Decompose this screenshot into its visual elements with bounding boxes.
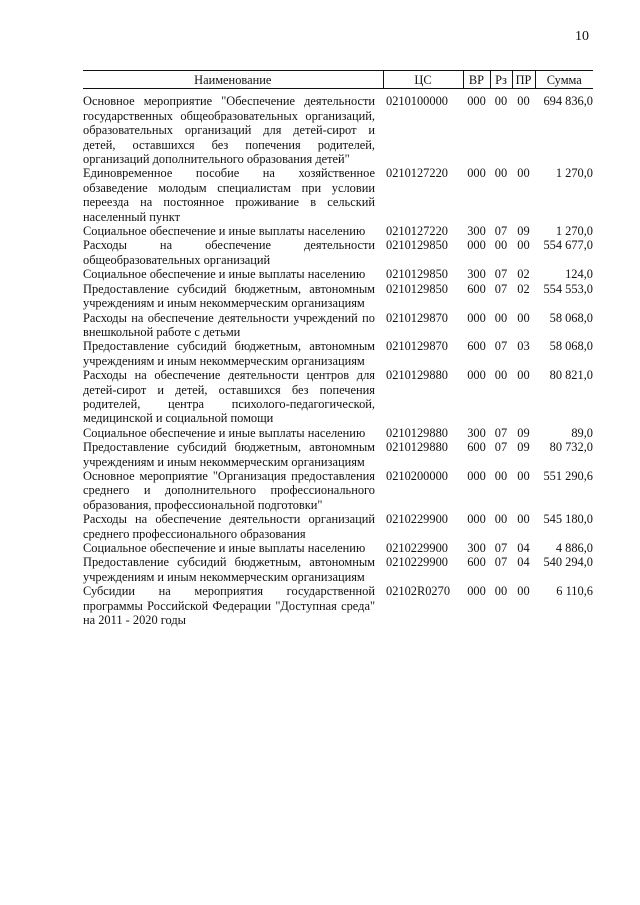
table-row (83, 512, 593, 541)
table-row (83, 541, 593, 555)
row-sum: 551 290,6 (543, 468, 593, 483)
row-sum: 554 553,0 (543, 281, 593, 296)
row-cs: 0210229900 (386, 512, 448, 527)
header-row (83, 71, 593, 89)
page-number: 10 (575, 29, 589, 44)
row-name: Социальное обеспечение и иные выплаты населению (83, 267, 366, 282)
row-name: Социальное обеспечение и иные выплаты населению (83, 425, 366, 440)
row-pr: 09 (517, 224, 530, 239)
header-rz: Рз (490, 71, 512, 89)
row-pr: 00 (517, 368, 530, 383)
row-rz: 07 (494, 339, 508, 354)
row-pr: 00 (517, 468, 530, 483)
table-row (83, 238, 593, 267)
row-name: Субсидии на мероприятия государственной программы Российской Федерации "Доступная среда" на 2011 - 2020 годы (83, 584, 375, 628)
row-cs: 0210129880 (386, 425, 448, 440)
row-name: Расходы на обеспечение деятельности организаций среднего профессионального образования (83, 512, 375, 541)
row-vr: 300 (467, 224, 486, 239)
row-cs: 0210129850 (386, 281, 448, 296)
row-sum: 1 270,0 (555, 224, 593, 239)
row-sum: 694 836,0 (543, 94, 593, 109)
row-vr: 000 (467, 166, 486, 181)
row-pr: 00 (517, 166, 530, 181)
header-name: Наименование (83, 71, 383, 89)
row-name: Основное мероприятие "Организация предоставления среднего и дополнительного профессионального образования, профессиональной подготовки" (83, 468, 375, 512)
row-pr: 04 (517, 541, 530, 555)
row-pr: 00 (517, 584, 530, 599)
row-rz: 07 (494, 267, 508, 282)
row-name: Предоставление субсидий бюджетным, автономным учреждениям и иным некоммерческим организациям (83, 440, 375, 469)
row-sum: 4 886,0 (555, 541, 593, 555)
row-cs: 0210129850 (386, 267, 448, 282)
row-rz: 00 (494, 238, 508, 253)
table-row (83, 339, 593, 368)
row-sum: 6 110,6 (556, 584, 593, 599)
table-row (83, 89, 593, 167)
row-sum: 540 294,0 (543, 555, 593, 570)
row-sum: 58 068,0 (549, 339, 593, 354)
row-name: Единовременное пособие на хозяйственное обзаведение молодым специалистам при условии переезда на постоянное проживание в сельский населенный пункт (83, 166, 375, 224)
row-vr: 000 (467, 468, 486, 483)
table-body (83, 89, 593, 628)
row-pr: 00 (517, 310, 530, 325)
row-name: Основное мероприятие "Обеспечение деятельности государственных общеобразовательных организаций, образовательных организаций для детей-сирот и детей, оставшихся без попечения родителей, организаций дополнительного образования детей" (83, 94, 375, 167)
row-rz: 00 (494, 94, 508, 109)
row-vr: 000 (467, 310, 486, 325)
header-vr: ВР (463, 71, 490, 89)
row-cs: 0210129880 (386, 440, 448, 455)
row-rz: 07 (494, 440, 508, 455)
row-rz: 07 (494, 541, 508, 555)
table-row (83, 469, 593, 512)
row-rz: 00 (494, 468, 508, 483)
table-row (83, 311, 593, 340)
row-cs: 0210129880 (386, 368, 448, 383)
row-vr: 300 (467, 541, 486, 555)
table-row (83, 426, 593, 440)
row-sum: 554 677,0 (543, 238, 593, 253)
row-pr: 00 (517, 512, 530, 527)
row-pr: 02 (517, 267, 530, 282)
row-name: Предоставление субсидий бюджетным, автономным учреждениям и иным некоммерческим организациям (83, 339, 375, 368)
row-sum: 545 180,0 (543, 512, 593, 527)
table-row (83, 166, 593, 224)
row-sum: 1 270,0 (555, 166, 593, 181)
row-vr: 600 (467, 440, 486, 455)
row-name: Предоставление субсидий бюджетным, автономным учреждениям и иным некоммерческим организациям (83, 555, 375, 584)
row-pr: 09 (517, 425, 530, 440)
row-vr: 000 (467, 238, 486, 253)
row-pr: 03 (517, 339, 530, 354)
row-cs: 0210129870 (386, 310, 448, 325)
row-cs: 0210127220 (386, 166, 448, 181)
row-vr: 300 (467, 425, 486, 440)
row-rz: 07 (494, 224, 508, 239)
row-cs: 0210129870 (386, 339, 448, 354)
header-cs: ЦС (383, 71, 463, 89)
row-rz: 07 (494, 555, 508, 570)
row-vr: 600 (467, 339, 486, 354)
row-rz: 00 (494, 368, 508, 383)
header-pr: ПР (512, 71, 535, 89)
row-cs: 0210229900 (386, 541, 448, 555)
row-sum: 89,0 (571, 425, 593, 440)
row-pr: 00 (517, 238, 530, 253)
row-name: Расходы на обеспечение деятельности учреждений по внешкольной работе с детьми (83, 310, 375, 339)
table-row (83, 224, 593, 238)
row-name: Социальное обеспечение и иные выплаты населению (83, 224, 366, 239)
header-sum: Сумма (535, 71, 593, 89)
table-row (83, 368, 593, 426)
row-vr: 600 (467, 555, 486, 570)
row-cs: 0210200000 (386, 468, 448, 483)
row-pr: 04 (517, 555, 530, 570)
row-sum: 124,0 (565, 267, 593, 282)
row-pr: 02 (517, 281, 530, 296)
row-vr: 300 (467, 267, 486, 282)
row-name: Расходы на обеспечение деятельности общеобразовательных организаций (83, 238, 375, 267)
row-rz: 07 (494, 425, 508, 440)
table-row (83, 282, 593, 311)
row-sum: 58 068,0 (549, 310, 593, 325)
row-pr: 09 (517, 440, 530, 455)
row-sum: 80 821,0 (549, 368, 593, 383)
row-vr: 000 (467, 94, 486, 109)
row-vr: 000 (467, 512, 486, 527)
table-row (83, 440, 593, 469)
row-vr: 000 (467, 584, 486, 599)
row-name: Социальное обеспечение и иные выплаты населению (83, 541, 366, 555)
table-row (83, 555, 593, 584)
row-sum: 80 732,0 (549, 440, 593, 455)
row-cs: 0210100000 (386, 94, 448, 109)
budget-table (83, 70, 593, 627)
row-cs: 0210129850 (386, 238, 448, 253)
row-pr: 00 (517, 94, 530, 109)
row-cs: 0210127220 (386, 224, 448, 239)
row-cs: 0210229900 (386, 555, 448, 570)
row-name: Расходы на обеспечение деятельности центров для детей-сирот и детей, оставшихся без попечения родителей, центра психолого-педагогической, медицинской и социальной помощи (83, 368, 375, 426)
row-rz: 00 (494, 310, 508, 325)
row-rz: 07 (494, 281, 508, 296)
table-row (83, 267, 593, 281)
row-cs: 02102R0270 (386, 584, 451, 599)
table-header (83, 71, 593, 89)
row-name: Предоставление субсидий бюджетным, автономным учреждениям и иным некоммерческим организациям (83, 281, 375, 311)
row-rz: 00 (494, 584, 508, 599)
row-rz: 00 (494, 512, 508, 527)
row-vr: 000 (467, 368, 486, 383)
table-row (83, 584, 593, 627)
row-vr: 600 (467, 281, 486, 296)
row-rz: 00 (494, 166, 508, 181)
